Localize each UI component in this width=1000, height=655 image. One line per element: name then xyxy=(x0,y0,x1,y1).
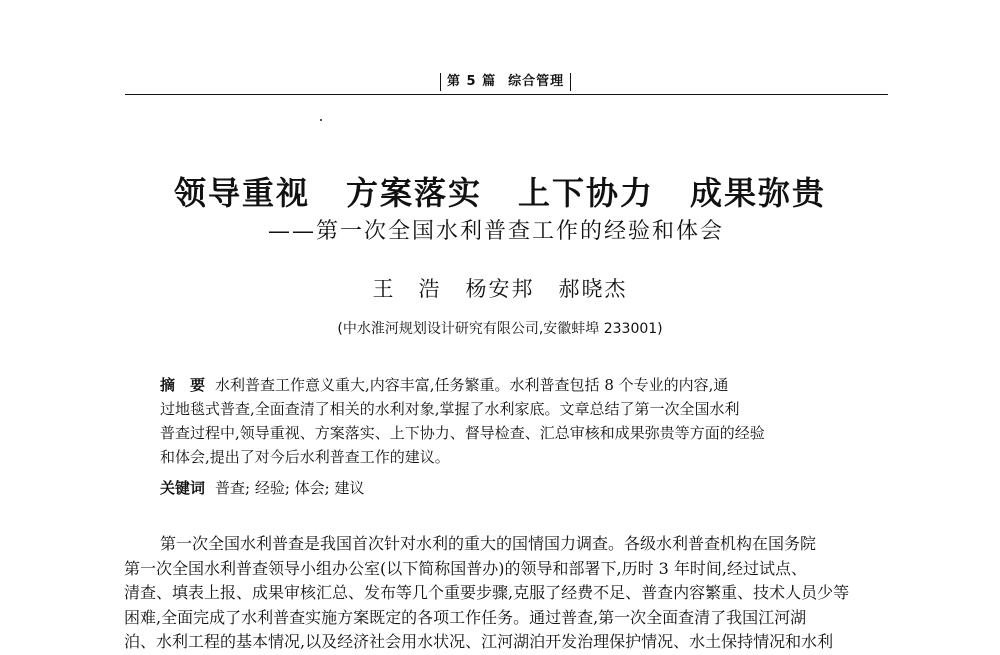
body-line: 第一次全国水利普查是我国首次针对水利的重大的国情国力调查。各级水利普查机构在国务院 xyxy=(160,534,817,553)
abstract-label: 摘 要 xyxy=(160,376,206,394)
header-rule xyxy=(125,94,888,95)
author: 王 浩 xyxy=(372,277,442,301)
article-title xyxy=(0,168,1000,214)
body-line: 第一次全国水利普查领导小组办公室(以下简称国普办)的领导和部署下,历时 3 年时间,经过试点、 xyxy=(124,558,808,578)
body-paragraph xyxy=(124,532,889,655)
body-line: 困难,全面完成了水利普查实施方案既定的各项工作任务。通过普查,第一次全面查清了我国江河湖 xyxy=(124,607,807,627)
abstract-line: 普查过程中,领导重视、方案落实、上下协力、督导检查、汇总审核和成果弥贵等方面的经验 xyxy=(160,424,765,442)
running-header xyxy=(440,73,571,91)
author: 杨安邦 xyxy=(465,277,535,301)
title-part: 成果弥贵 xyxy=(690,174,827,212)
keywords-text: 普查; 经验; 体会; 建议 xyxy=(215,479,365,497)
author: 郝晓杰 xyxy=(558,277,628,301)
title-part: 上下协力 xyxy=(518,174,655,212)
section-number: 第 5 篇 xyxy=(447,74,497,89)
section-title: 综合管理 xyxy=(508,74,565,89)
title-part: 方案落实 xyxy=(345,174,482,212)
scan-speck xyxy=(320,119,322,121)
keywords xyxy=(160,477,364,498)
abstract-line: 过地毯式普查,全面查清了相关的水利对象,掌握了水利家底。文章总结了第一次全国水利 xyxy=(160,400,740,418)
author-list xyxy=(0,273,1000,303)
abstract-text: 水利普查工作意义重大,内容丰富,任务繁重。水利普查包括 8 个专业的内容,通 xyxy=(215,376,729,394)
body-line: 泊、水利工程的基本情况,以及经济社会用水状况、江河湖泊开发治理保护情况、水土保持情况和水利 xyxy=(124,632,834,651)
abstract xyxy=(160,373,860,469)
title-part: 领导重视 xyxy=(173,174,310,212)
keywords-label: 关键词 xyxy=(160,479,206,497)
article-subtitle: ——第一次全国水利普查工作的经验和体会 xyxy=(268,219,725,244)
body-line: 清查、填表上报、成果审核汇总、发布等几个重要步骤,克服了经费不足、普查内容繁重、技术人员少等 xyxy=(124,583,850,602)
affiliation: (中水淮河规划设计研究有限公司,安徽蚌埠 233001) xyxy=(337,321,663,337)
abstract-line: 和体会,提出了对今后水利普查工作的建议。 xyxy=(160,448,450,466)
abstract-line xyxy=(160,373,860,397)
